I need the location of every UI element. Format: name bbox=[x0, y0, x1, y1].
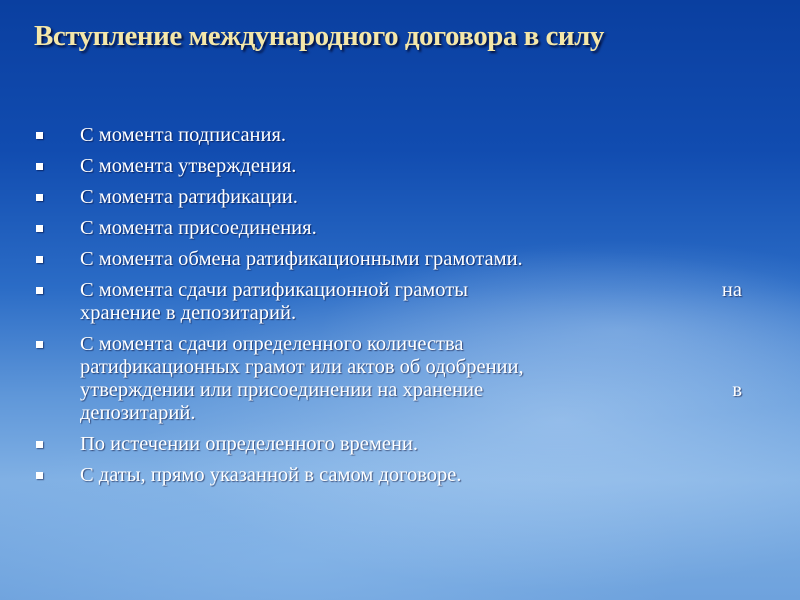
bullet-list bbox=[34, 124, 742, 495]
list-item bbox=[34, 333, 742, 425]
list-item bbox=[34, 433, 742, 456]
square-bullet-icon bbox=[36, 163, 43, 170]
bullet-text: ратификационных грамот или актов об одобрении, bbox=[80, 356, 524, 378]
square-bullet-icon bbox=[36, 287, 43, 294]
list-item bbox=[34, 279, 742, 325]
list-item bbox=[34, 248, 742, 271]
bullet-text: С момента сдачи ратификационной грамоты bbox=[80, 279, 468, 301]
bullet-line bbox=[80, 356, 742, 379]
square-bullet-icon bbox=[36, 132, 43, 139]
bullet-line bbox=[80, 333, 742, 356]
bullet-text: С момента присоединения. bbox=[80, 217, 317, 239]
bullet-text: депозитарий. bbox=[80, 402, 196, 424]
bullet-line bbox=[80, 402, 742, 425]
list-item bbox=[34, 217, 742, 240]
bullet-text: С момента обмена ратификационными грамотами. bbox=[80, 248, 523, 270]
square-bullet-icon bbox=[36, 472, 43, 479]
square-bullet-icon bbox=[36, 341, 43, 348]
bullet-text: С момента ратификации. bbox=[80, 186, 298, 208]
bullet-text: в bbox=[732, 379, 742, 401]
list-item bbox=[34, 186, 742, 209]
bullet-text: С момента сдачи определенного количества bbox=[80, 333, 464, 355]
square-bullet-icon bbox=[36, 256, 43, 263]
square-bullet-icon bbox=[36, 225, 43, 232]
bullet-text: С даты, прямо указанной в самом договоре. bbox=[80, 464, 462, 486]
list-item bbox=[34, 464, 742, 487]
list-item bbox=[34, 155, 742, 178]
square-bullet-icon bbox=[36, 194, 43, 201]
bullet-text: хранение в депозитарий. bbox=[80, 302, 297, 324]
square-bullet-icon bbox=[36, 441, 43, 448]
bullet-line bbox=[80, 302, 742, 325]
list-item bbox=[34, 124, 742, 147]
bullet-text: на bbox=[721, 279, 742, 301]
bullet-text: По истечении определенного времени. bbox=[80, 433, 419, 455]
slide-title: Вступление международного договора в силу bbox=[34, 20, 604, 52]
bullet-text: утверждении или присоединении на хранение bbox=[80, 379, 484, 401]
bullet-text: С момента утверждения. bbox=[80, 155, 297, 177]
bullet-line bbox=[80, 379, 742, 402]
bullet-text: С момента подписания. bbox=[80, 124, 287, 146]
bullet-line bbox=[80, 279, 742, 302]
